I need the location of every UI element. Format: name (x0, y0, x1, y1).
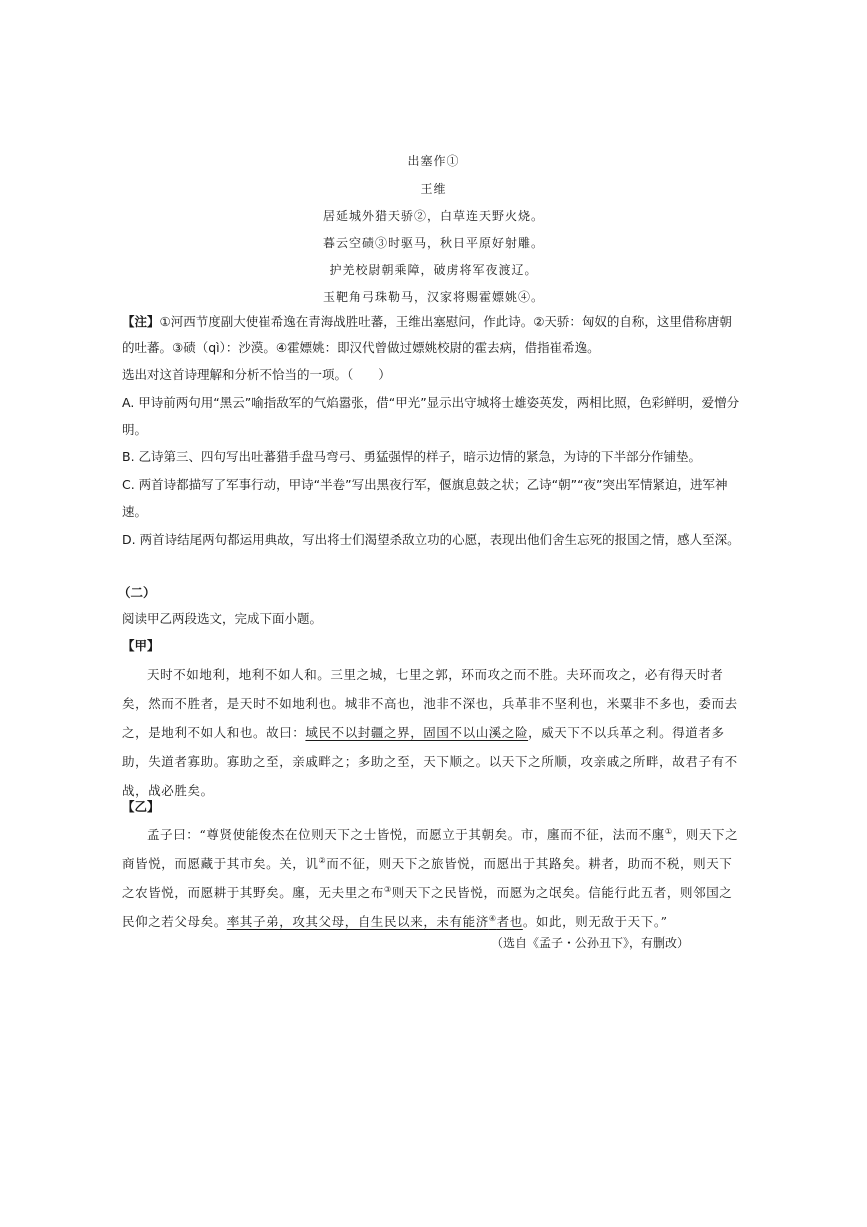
poem-line: 居延城外猎天骄②，白草连天野火烧。 (322, 209, 544, 223)
yi-text: 。如此，则无敌于天下。” (522, 914, 668, 929)
option-b: B. 乙诗第三、四句写出吐蕃猎手盘马弯弓、勇猛强悍的样子，暗示边情的紧急，为诗的下半部分作铺垫。 (122, 449, 702, 464)
poem-line: 暮云空碛③时驱马，秋日平原好射雕。 (322, 236, 544, 250)
note-label: 【注】 (122, 314, 160, 329)
poem-line: 玉靶角弓珠勒马，汉家将赐霍嫖姚④。 (322, 290, 544, 304)
section-instruction: 阅读甲乙两段选文，完成下面小题。 (122, 611, 323, 626)
jia-text: 天时不如地利，地利不如人和。三里之城，七里之郭，环而攻之而不胜。夫环而攻之，必有得天时者矣，然而不胜者，是天时不如地利也。城非不高也，池非不深也，兵革非不坚利也，米粟非不多也，委而去之，是地利不如人和也。故曰： (122, 667, 738, 740)
footnote-marker: ② (318, 855, 327, 865)
footnote-marker: ③ (384, 884, 392, 894)
jia-text: ，威天下不以兵革之利。得道者多助，失道者寡助。寡助之至，亲戚畔之；多助之至，天下顺之。以天下之所顺，攻亲戚之所畔，故君子有不战，战必胜矣。 (122, 725, 738, 798)
yi-text: 则天下之民皆悦，而愿为之氓矣。信能行此五者，则邻国之民仰之若父母矣。 (122, 885, 733, 929)
section-heading: （二） (118, 585, 156, 600)
poem-line: 护羌校尉朝乘障，破虏将军夜渡辽。 (329, 263, 538, 277)
yi-underlined-text (227, 914, 523, 929)
poem-title: 出塞作① (407, 154, 460, 168)
jia-underlined-text: 域民不以封疆之界，固国不以山溪之险 (305, 725, 529, 740)
annotation-note (122, 309, 742, 361)
yi-underlined-part: 率其子弟，攻其父母，自生民以来，未有能济 (226, 914, 489, 929)
footnote-marker: ① (664, 826, 673, 836)
yi-label: 【乙】 (122, 799, 160, 814)
option-d: D. 两首诗结尾两句都运用典故，写出将士们渴望杀敌立功的心愿，表现出他们舍生忘死的报国之情，感人至深。 (122, 532, 740, 547)
yi-text: 而不征，则天下之旅皆悦，而愿出于其路矣。耕者，助而不税，则天下之农皆悦，而愿耕于其野矣。廛，无夫里之布 (122, 856, 733, 900)
question-stem: 选出对这首诗理解和分析不恰当的一项。（ ） (122, 367, 391, 382)
yi-text: 孟子曰：“尊贤使能俊杰在位则天下之士皆悦，而愿立于其朝矣。市，廛而不征，法而不廛 (147, 827, 665, 842)
yi-underlined-part: 者也 (496, 914, 523, 929)
yi-text: ，则天下之商皆悦，而愿藏于其市矣。关，讥 (122, 827, 739, 871)
footnote-marker: ④ (488, 913, 497, 923)
note-text: ①河西节度副大使崔希逸在青海战胜吐蕃，王维出塞慰问，作此诗。②天骄：匈奴的自称，这里借称唐朝的吐蕃。③碛（qì）：沙漠。④霍嫖姚：即汉代曾做过嫖姚校尉的霍去病，借指崔希逸。 (122, 314, 732, 355)
poem-author: 王维 (420, 182, 447, 196)
option-a: A. 甲诗前两句用“黑云”喻指敌军的气焰嚣张，借“甲光”显示出守城将士雄姿英发，两相比照，色彩鲜明，爱憎分明。 (122, 395, 740, 437)
option-c: C. 两首诗都描写了军事行动，甲诗“半卷”写出黑夜行军，偃旗息鼓之状；乙诗“朝”“夜”突出军情紧迫，进军神速。 (122, 477, 728, 519)
jia-label: 【甲】 (122, 638, 160, 653)
source-citation: （选自《孟子・公孙丑下》，有删改） (490, 936, 689, 950)
jia-passage (122, 660, 742, 805)
yi-passage (122, 820, 742, 936)
